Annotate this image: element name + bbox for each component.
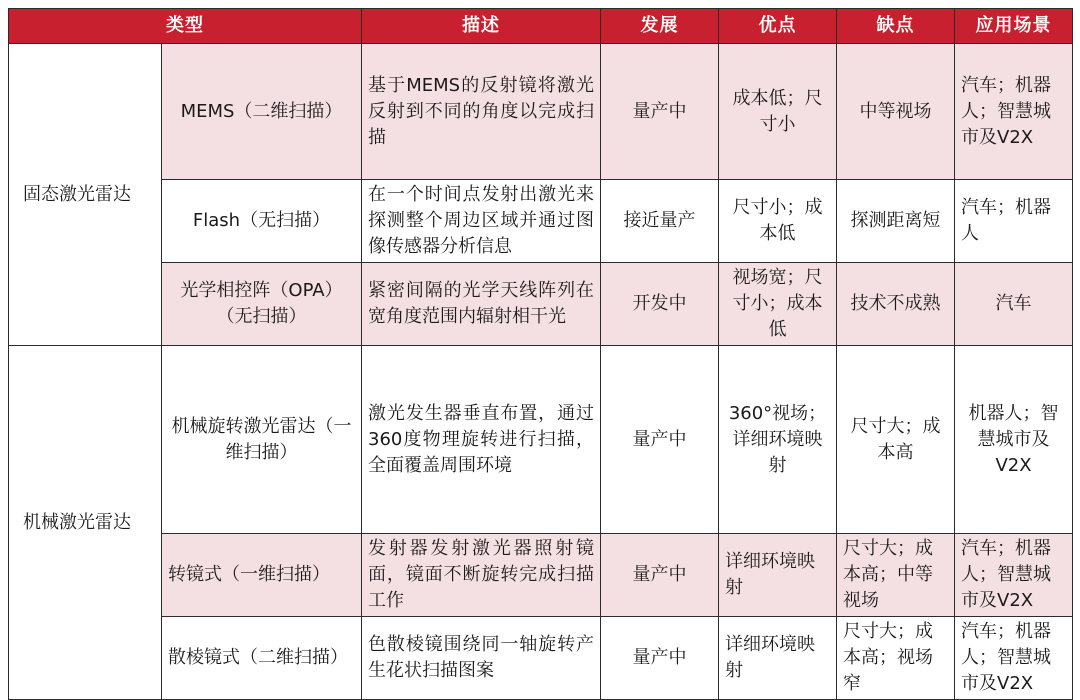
cell-development: 量产中 <box>601 617 719 700</box>
cell-development: 开发中 <box>601 263 719 346</box>
cell-description: 在一个时间点发射出激光来探测整个周边区域并通过图像传感器分析信息 <box>362 180 601 263</box>
header-applications: 应用场景 <box>955 9 1073 44</box>
cell-applications: 汽车；机器人；智慧城市及V2X <box>955 44 1073 180</box>
cell-type: 机械旋转激光雷达（一维扫描） <box>162 346 362 534</box>
table-row <box>9 617 1073 700</box>
cell-description: 紧密间隔的光学天线阵列在宽角度范围内辐射相干光 <box>362 263 601 346</box>
cell-development: 量产中 <box>601 534 719 617</box>
cell-description: 基于MEMS的反射镜将激光反射到不同的角度以完成扫描 <box>362 44 601 180</box>
header-type: 类型 <box>9 9 362 44</box>
cell-applications: 汽车；机器人；智慧城市及V2X <box>955 617 1073 700</box>
cell-applications: 汽车；机器人；智慧城市及V2X <box>955 534 1073 617</box>
header-development: 发展 <box>601 9 719 44</box>
cell-type: MEMS（二维扫描） <box>162 44 362 180</box>
cell-pros: 视场宽；尺寸小；成本低 <box>719 263 837 346</box>
group-label-mechanical: 机械激光雷达 <box>9 346 162 700</box>
cell-pros: 360°视场；详细环境映射 <box>719 346 837 534</box>
header-cons: 缺点 <box>837 9 955 44</box>
cell-cons: 技术不成熟 <box>837 263 955 346</box>
cell-development: 量产中 <box>601 346 719 534</box>
cell-pros: 详细环境映射 <box>719 534 837 617</box>
cell-applications: 机器人；智慧城市及V2X <box>955 346 1073 534</box>
cell-pros: 成本低；尺寸小 <box>719 44 837 180</box>
cell-applications: 汽车 <box>955 263 1073 346</box>
table-row <box>9 346 1073 534</box>
cell-type: Flash（无扫描） <box>162 180 362 263</box>
table-row <box>9 263 1073 346</box>
header-row <box>9 9 1073 44</box>
cell-cons: 尺寸大；成本高；视场窄 <box>837 617 955 700</box>
cell-cons: 尺寸大；成本高；中等视场 <box>837 534 955 617</box>
cell-description: 色散棱镜围绕同一轴旋转产生花状扫描图案 <box>362 617 601 700</box>
header-description: 描述 <box>362 9 601 44</box>
lidar-comparison-table <box>8 8 1073 700</box>
cell-description: 激光发生器垂直布置，通过360度物理旋转进行扫描，全面覆盖周围环境 <box>362 346 601 534</box>
group-label-solid-state: 固态激光雷达 <box>9 44 162 346</box>
cell-cons: 中等视场 <box>837 44 955 180</box>
cell-pros: 尺寸小；成本低 <box>719 180 837 263</box>
table-row <box>9 44 1073 180</box>
cell-description: 发射器发射激光器照射镜面，镜面不断旋转完成扫描工作 <box>362 534 601 617</box>
cell-type: 光学相控阵（OPA）（无扫描） <box>162 263 362 346</box>
cell-development: 接近量产 <box>601 180 719 263</box>
cell-cons: 尺寸大；成本高 <box>837 346 955 534</box>
cell-type: 散棱镜式（二维扫描） <box>162 617 362 700</box>
table-row <box>9 534 1073 617</box>
cell-development: 量产中 <box>601 44 719 180</box>
header-pros: 优点 <box>719 9 837 44</box>
cell-cons: 探测距离短 <box>837 180 955 263</box>
cell-type: 转镜式（一维扫描） <box>162 534 362 617</box>
cell-applications: 汽车；机器人 <box>955 180 1073 263</box>
table-row <box>9 180 1073 263</box>
cell-pros: 详细环境映射 <box>719 617 837 700</box>
